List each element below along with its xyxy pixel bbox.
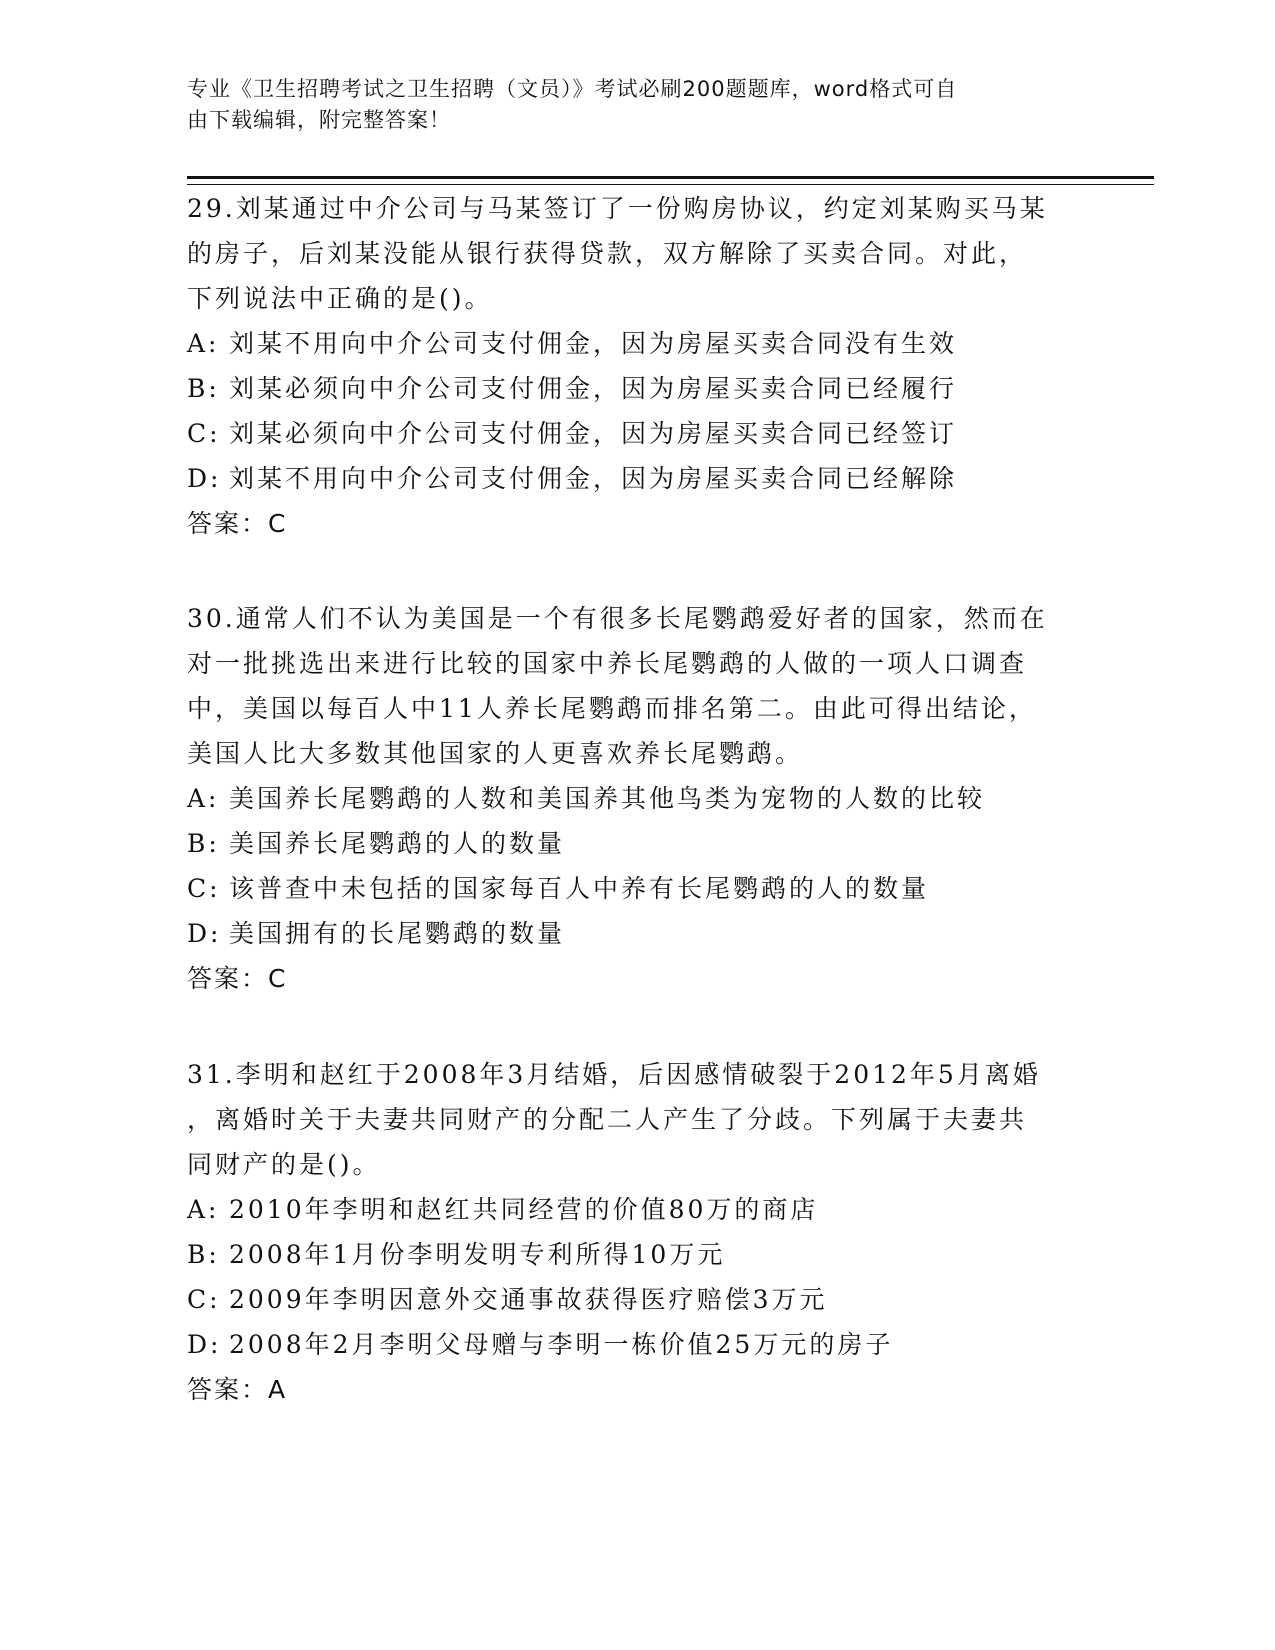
option-text: 刘某必须向中介公司支付佣金，因为房屋买卖合同已经履行 (229, 374, 958, 403)
stem-line: ，离婚时关于夫妻共同财产的分配二人产生了分歧。下列属于夫妻共 (187, 1105, 1028, 1134)
option-key: C: (187, 874, 221, 903)
option-text: 刘某必须向中介公司支付佣金，因为房屋买卖合同已经签订 (229, 419, 958, 448)
stem-line: 中，美国以每百人中11人养长尾鹦鹉而排名第二。由此可得出结论， (187, 694, 1037, 723)
option-key: D: (187, 1330, 222, 1359)
stem-line: 美国人比大多数其他国家的人更喜欢养长尾鹦鹉。 (187, 739, 804, 768)
stem-line: 31.李明和赵红于2008年3月结婚，后因感情破裂于2012年5月离婚 (187, 1060, 1041, 1089)
option-text: 美国拥有的长尾鹦鹉的数量 (229, 919, 566, 948)
stem-line: 下列说法中正确的是()。 (187, 284, 493, 313)
option-text: 2008年2月李明父母赠与李明一栋价值25万元的房子 (229, 1330, 894, 1359)
option-d (187, 911, 1087, 956)
stem-line: 的房子，后刘某没能从银行获得贷款，双方解除了买卖合同。对此， (187, 239, 1028, 268)
document-header (187, 74, 1067, 136)
stem-line: 30.通常人们不认为美国是一个有很多长尾鹦鹉爱好者的国家，然而在 (187, 604, 1048, 633)
option-b (187, 366, 1087, 411)
option-text: 2010年李明和赵红共同经营的价值80万的商店 (229, 1195, 819, 1224)
option-key: A: (187, 1195, 220, 1224)
option-key: D: (187, 919, 222, 948)
stem-line: 同财产的是()。 (187, 1150, 381, 1179)
answer (187, 501, 1087, 546)
question-29 (187, 186, 1087, 546)
option-text: 2009年李明因意外交通事故获得医疗赔偿3万元 (229, 1285, 828, 1314)
option-b (187, 821, 1087, 866)
option-key: A: (187, 784, 220, 813)
answer-label: 答案： (187, 1375, 269, 1404)
option-key: C: (187, 419, 221, 448)
option-text: 美国养长尾鹦鹉的人的数量 (229, 829, 566, 858)
option-text: 美国养长尾鹦鹉的人数和美国养其他鸟类为宠物的人数的比较 (229, 784, 986, 813)
option-c (187, 1277, 1087, 1322)
answer-value: C (268, 509, 288, 538)
option-key: B: (187, 374, 220, 403)
answer-value: C (268, 964, 288, 993)
stem-line: 29.刘某通过中介公司与马某签订了一份购房协议，约定刘某购买马某 (187, 194, 1048, 223)
answer (187, 1367, 1087, 1412)
question-30 (187, 596, 1087, 1001)
answer-label: 答案： (187, 964, 269, 993)
option-text: 刘某不用向中介公司支付佣金，因为房屋买卖合同已经解除 (229, 464, 958, 493)
option-c (187, 411, 1087, 456)
header-line-1: 专业《卫生招聘考试之卫生招聘（文员）》考试必刷200题题库，word格式可自 (187, 77, 958, 101)
header-divider-thin (187, 184, 1154, 185)
answer-value: A (268, 1375, 288, 1404)
option-key: A: (187, 329, 220, 358)
option-b (187, 1232, 1087, 1277)
option-key: D: (187, 464, 222, 493)
option-key: C: (187, 1285, 221, 1314)
answer-label: 答案： (187, 509, 269, 538)
option-c (187, 866, 1087, 911)
option-key: B: (187, 829, 220, 858)
question-stem (187, 1052, 1087, 1187)
question-31 (187, 1052, 1087, 1412)
header-line-2: 由下载编辑，附完整答案！ (187, 108, 451, 132)
option-a (187, 1187, 1087, 1232)
option-text: 刘某不用向中介公司支付佣金，因为房屋买卖合同没有生效 (229, 329, 958, 358)
option-a (187, 776, 1087, 821)
answer (187, 956, 1087, 1001)
option-text: 2008年1月份李明发明专利所得10万元 (229, 1240, 726, 1269)
option-text: 该普查中未包括的国家每百人中养有长尾鹦鹉的人的数量 (229, 874, 930, 903)
stem-line: 对一批挑选出来进行比较的国家中养长尾鹦鹉的人做的一项人口调查 (187, 649, 1028, 678)
option-key: B: (187, 1240, 220, 1269)
question-stem (187, 596, 1087, 776)
option-d (187, 1322, 1087, 1367)
option-a (187, 321, 1087, 366)
header-divider-thick (187, 176, 1154, 179)
question-stem (187, 186, 1087, 321)
option-d (187, 456, 1087, 501)
